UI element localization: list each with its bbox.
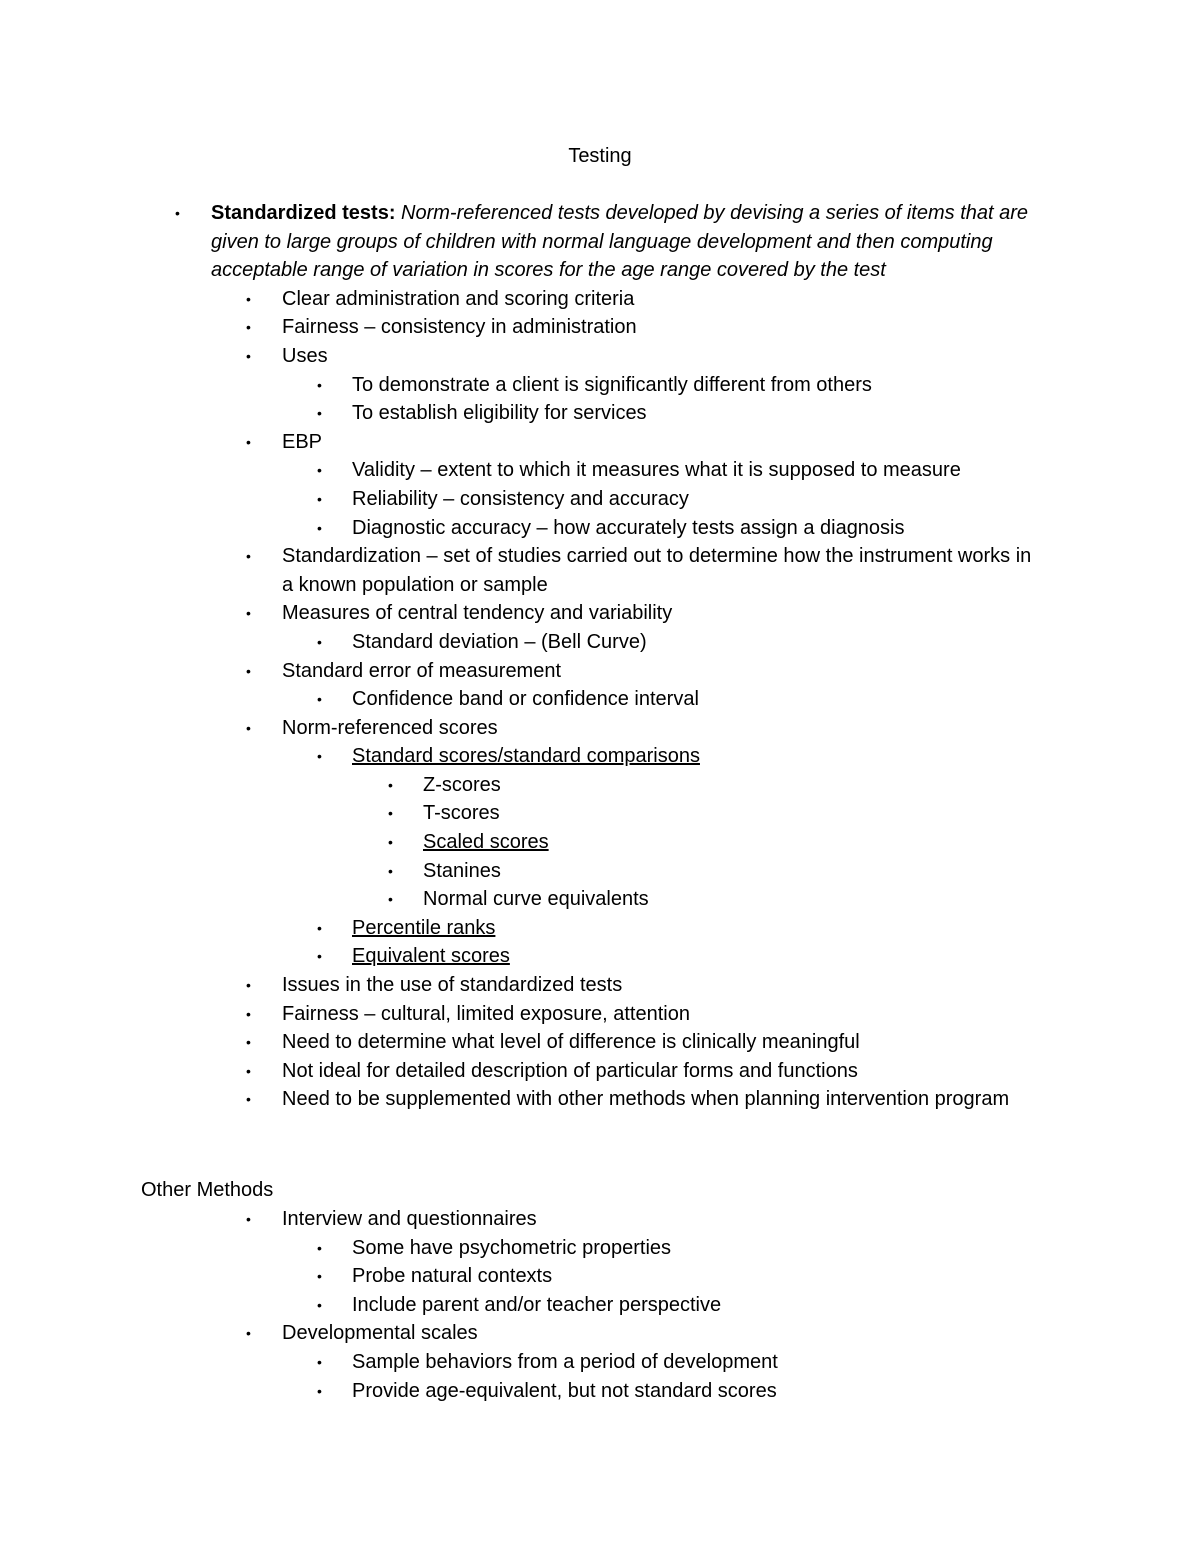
list-item bbox=[0, 199, 1200, 285]
bullet: • bbox=[317, 919, 322, 936]
list-item-text: Diagnostic accuracy – how accurately tests assign a diagnosis bbox=[352, 516, 905, 539]
bullet: • bbox=[246, 1062, 251, 1079]
list-item-text: EBP bbox=[282, 430, 323, 453]
bullet: • bbox=[246, 1005, 251, 1022]
list-item bbox=[0, 742, 1200, 771]
bullet: • bbox=[246, 719, 251, 736]
list-item-text: Probe natural contexts bbox=[352, 1265, 553, 1288]
list-item-text: Provide age-equivalent, but not standard scores bbox=[352, 1379, 777, 1402]
bullet: • bbox=[246, 662, 251, 679]
list-item bbox=[0, 657, 1200, 686]
list-item bbox=[0, 971, 1200, 1000]
list-item-text: Include parent and/or teacher perspective bbox=[352, 1293, 722, 1316]
list-item-text: Clear administration and scoring criteria bbox=[282, 287, 635, 310]
list-item-text: To demonstrate a client is significantly different from others bbox=[352, 373, 872, 396]
list-item bbox=[0, 1000, 1200, 1029]
list-item-text: Interview and questionnaires bbox=[282, 1208, 537, 1230]
section-heading: Other Methods bbox=[141, 1179, 274, 1201]
bullet: • bbox=[388, 776, 393, 793]
list-item bbox=[0, 428, 1200, 457]
list-item bbox=[0, 799, 1200, 828]
bullet: • bbox=[388, 862, 393, 879]
list-item bbox=[0, 828, 1200, 857]
bullet: • bbox=[317, 405, 322, 422]
list-item bbox=[0, 1291, 1200, 1320]
list-item-text: Confidence band or confidence interval bbox=[352, 688, 699, 711]
list-item bbox=[0, 599, 1200, 628]
list-item bbox=[0, 371, 1200, 400]
list-item-text: T-scores bbox=[423, 802, 500, 825]
bullet: • bbox=[246, 1211, 251, 1227]
list-item bbox=[0, 771, 1200, 800]
bullet: • bbox=[317, 633, 322, 650]
list-item bbox=[0, 857, 1200, 886]
list-item-text: Issues in the use of standardized tests bbox=[282, 974, 623, 997]
list-item bbox=[0, 485, 1200, 514]
list-item-text: Standardization – set of studies carried out to determine how the instrument works in a known population or sample bbox=[282, 545, 1032, 596]
list-item bbox=[0, 685, 1200, 714]
bullet: • bbox=[246, 319, 251, 336]
list-item-text: Norm-referenced scores bbox=[282, 716, 498, 739]
bullet: • bbox=[317, 490, 322, 507]
bullet: • bbox=[246, 290, 251, 307]
bullet: • bbox=[317, 376, 322, 393]
list-item-text: Fairness – cultural, limited exposure, attention bbox=[282, 1002, 690, 1025]
list-item bbox=[0, 514, 1200, 543]
term-definition: Norm-referenced tests developed by devising a series of items that are given to large groups of children with normal language development and then computing acceptable range of variation in scores for the age range covered by the test bbox=[211, 202, 1029, 282]
bullet: • bbox=[246, 548, 251, 565]
bullet: • bbox=[317, 948, 322, 965]
bullet: • bbox=[317, 1382, 322, 1399]
bullet: • bbox=[317, 1296, 322, 1313]
list-item-text: Percentile ranks bbox=[352, 916, 496, 939]
bullet: • bbox=[317, 748, 322, 765]
bullet: • bbox=[246, 1325, 251, 1342]
list-item-text: Sample behaviors from a period of development bbox=[352, 1350, 778, 1373]
bullet: • bbox=[388, 805, 393, 822]
bullet: • bbox=[317, 1239, 322, 1256]
list-item-text: Reliability – consistency and accuracy bbox=[352, 487, 689, 510]
bullet: • bbox=[317, 1353, 322, 1370]
list-item-text: Standard scores/standard comparisons bbox=[352, 745, 700, 768]
list-item-text: Need to be supplemented with other methods when planning intervention program bbox=[282, 1088, 1010, 1111]
bullet: • bbox=[388, 891, 393, 908]
list-item bbox=[0, 285, 1200, 314]
list-item bbox=[0, 914, 1200, 943]
list-item-text: Need to determine what level of difference is clinically meaningful bbox=[282, 1031, 860, 1054]
list-item-text: Developmental scales bbox=[282, 1322, 478, 1345]
bullet: • bbox=[317, 462, 322, 479]
list-item bbox=[0, 313, 1200, 342]
list-item-text: To establish eligibility for services bbox=[352, 402, 647, 425]
list-item bbox=[0, 1205, 1200, 1234]
list-item bbox=[0, 1234, 1200, 1263]
list-item bbox=[0, 399, 1200, 428]
bullet: • bbox=[246, 977, 251, 994]
bullet: • bbox=[317, 1268, 322, 1285]
list-item bbox=[0, 1057, 1200, 1086]
bullet: • bbox=[317, 519, 322, 536]
list-item-text: Standard deviation – (Bell Curve) bbox=[352, 630, 647, 653]
bullet: • bbox=[388, 834, 393, 851]
list-item bbox=[0, 1319, 1200, 1348]
standardized-tests-list bbox=[0, 199, 1200, 1114]
list-item-text: Equivalent scores bbox=[352, 945, 510, 968]
list-item bbox=[0, 1377, 1200, 1406]
bullet: • bbox=[246, 1091, 251, 1108]
bullet: • bbox=[175, 205, 180, 221]
bullet: • bbox=[246, 433, 251, 450]
list-item bbox=[0, 1348, 1200, 1377]
term-label: Standardized tests: bbox=[211, 202, 396, 224]
list-item bbox=[0, 1262, 1200, 1291]
list-item bbox=[0, 885, 1200, 914]
list-item bbox=[0, 542, 1200, 599]
list-item-text: Validity – extent to which it measures what it is supposed to measure bbox=[352, 459, 961, 482]
list-item bbox=[0, 342, 1200, 371]
other-methods-list bbox=[0, 1205, 1200, 1405]
list-item bbox=[0, 1028, 1200, 1057]
list-item-text: Standard error of measurement bbox=[282, 659, 562, 682]
list-item-text: Fairness – consistency in administration bbox=[282, 316, 637, 339]
list-item bbox=[0, 456, 1200, 485]
list-item bbox=[0, 1085, 1200, 1114]
bullet: • bbox=[246, 605, 251, 622]
list-item-text: Z-scores bbox=[423, 773, 501, 796]
list-item bbox=[0, 628, 1200, 657]
page-title: Testing bbox=[568, 145, 632, 167]
bullet: • bbox=[317, 691, 322, 708]
list-item-text: Uses bbox=[282, 344, 328, 367]
list-item-text: Scaled scores bbox=[423, 831, 549, 854]
list-item bbox=[0, 714, 1200, 743]
bullet: • bbox=[246, 1034, 251, 1051]
list-item-text: Some have psychometric properties bbox=[352, 1236, 672, 1259]
list-item-text: Normal curve equivalents bbox=[423, 888, 649, 911]
bullet: • bbox=[246, 347, 251, 364]
list-item-text: Not ideal for detailed description of particular forms and functions bbox=[282, 1059, 858, 1082]
list-item-text: Stanines bbox=[423, 859, 501, 882]
list-item bbox=[0, 942, 1200, 971]
list-item-text: Measures of central tendency and variability bbox=[282, 602, 673, 625]
